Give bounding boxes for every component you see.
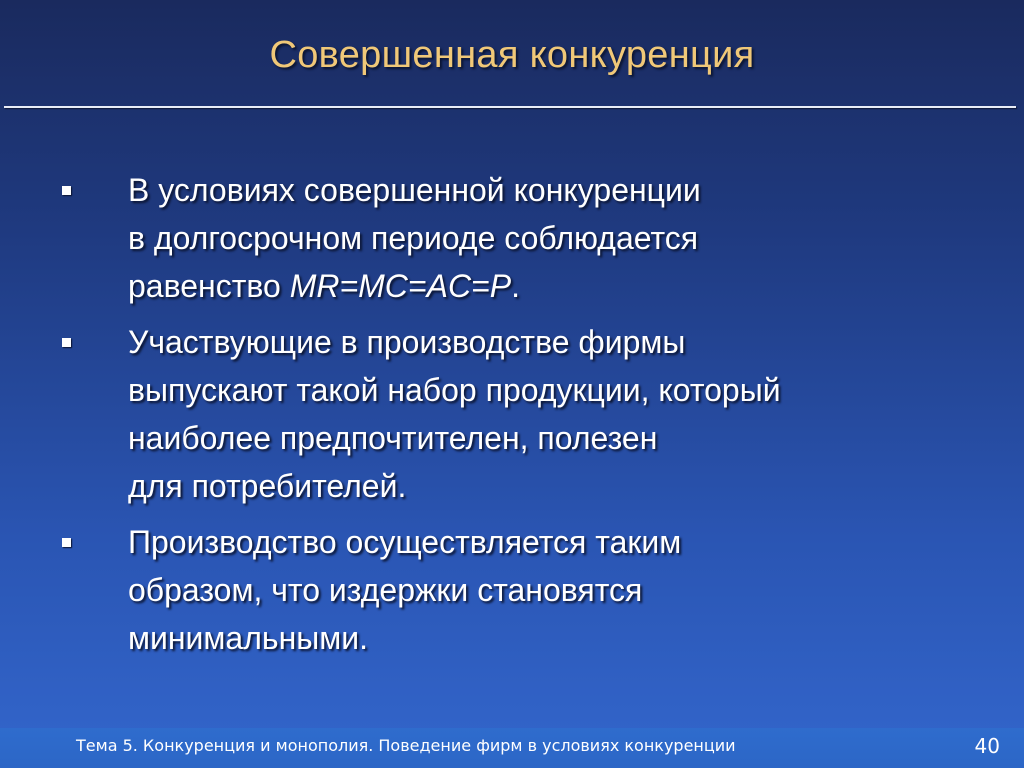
bullet-line: выпускают такой набор продукции, который xyxy=(128,372,781,408)
bullet-item xyxy=(62,318,992,510)
bullet-item xyxy=(62,518,992,662)
page-number: 40 xyxy=(974,734,1000,758)
bullet-line: наиболее предпочтителен, полезен xyxy=(128,420,658,456)
bullet-text xyxy=(128,166,992,310)
slide-title: Совершенная конкуренция xyxy=(269,34,755,76)
bullet-line: минимальными. xyxy=(128,620,368,656)
bullet-line-suffix: . xyxy=(511,268,520,304)
bullet-line-prefix: равенство xyxy=(128,268,290,304)
equilibrium-formula: MR=MC=AC=P xyxy=(289,268,512,304)
bullet-text xyxy=(128,318,992,510)
bullet-line: для потребителей. xyxy=(128,468,407,504)
bullet-text xyxy=(128,518,992,662)
square-bullet-icon xyxy=(62,538,71,547)
bullet-line: Производство осуществляется таким xyxy=(128,524,682,560)
title-divider xyxy=(4,106,1016,108)
bullet-item xyxy=(62,166,992,310)
bullet-line: в долгосрочном периоде соблюдается xyxy=(128,220,699,256)
square-bullet-icon xyxy=(62,338,71,347)
bullet-line-with-formula xyxy=(128,262,992,310)
bullet-line: В условиях совершенной конкуренции xyxy=(128,172,701,208)
square-bullet-icon xyxy=(62,186,71,195)
bullet-list xyxy=(62,166,992,670)
footer-topic: Тема 5. Конкуренция и монополия. Поведение фирм в условиях конкуренции xyxy=(76,736,736,755)
bullet-line: образом, что издержки становятся xyxy=(128,572,643,608)
bullet-line: Участвующие в производстве фирмы xyxy=(128,324,686,360)
